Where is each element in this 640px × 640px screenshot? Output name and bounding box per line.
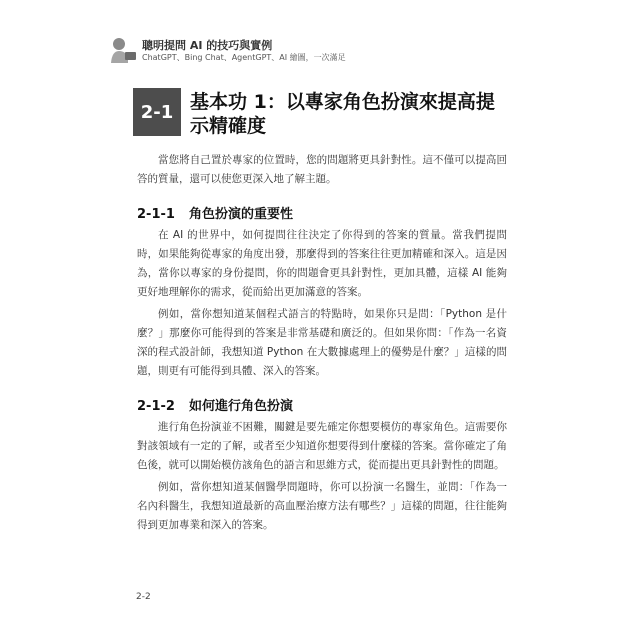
section-number: 2-1 [133,88,181,136]
paragraph: 進行角色扮演並不困難，關鍵是要先確定你想要模仿的專家角色。這需要你對該領域有一定的了解，或者至少知道你想要得到什麼樣的答案。當你確定了角色後，就可以開始模仿該角色的語言和思維方式，從而提出更具針對性的問題。 [137,421,507,471]
running-header [108,34,538,66]
thinking-person-icon [108,36,138,64]
subsection-heading-1 [137,203,293,222]
subsection-title: 角色扮演的重要性 [188,207,293,222]
section-heading [133,88,513,140]
paragraph: 例如，當你想知道某個程式語言的特點時，如果你只是問：「Python 是什麼？」那麼你可能得到的答案是非常基礎和廣泛的。但如果你問：「作為一名資深的程式設計師，我想知道 Python 在大數據處理上的優勢是什麼？」這樣的問題，則更有可能得到具體、深入的答案。 [137,308,507,377]
paragraph: 在 AI 的世界中，如何提問往往決定了你得到的答案的質量。當我們提問時，如果能夠從專家的角度出發，那麼得到的答案往往更加精確和深入。這是因為，當你以專家的身份提問，你的問題會更具針對性，更加具體，這樣 AI 能夠更好地理解你的需求，從而給出更加滿意的答案。 [137,229,507,298]
subsection-heading-2 [137,395,293,414]
subsection-number: 2-1-1 [137,207,175,222]
page-number: 2-2 [136,592,151,602]
book-subtitle: ChatGPT、Bing Chat、AgentGPT、AI 繪圖，一次滿足 [142,53,346,62]
section-title: 基本功 1：以專家角色扮演來提高提示精確度 [190,91,495,137]
paragraph: 例如，當你想知道某個醫學問題時，你可以扮演一名醫生，並問：「作為一名內科醫生，我想知道最新的高血壓治療方法有哪些？」這樣的問題，往往能夠得到更加專業和深入的答案。 [137,481,507,531]
subsection-title: 如何進行角色扮演 [188,399,293,414]
subsection-number: 2-1-2 [137,399,175,414]
book-title: 聰明提問 AI 的技巧與實例 [142,39,273,52]
intro-paragraph: 當您將自己置於專家的位置時，您的問題將更具針對性。這不僅可以提高回答的質量，還可以使您更深入地了解主題。 [137,154,507,185]
